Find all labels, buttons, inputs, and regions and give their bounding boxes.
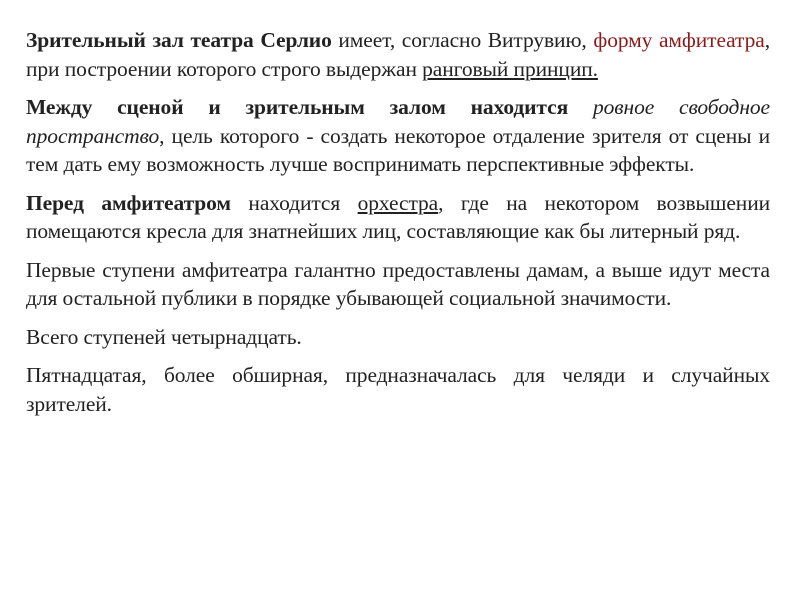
- text-run: Зрительный зал театра Серлио: [26, 28, 332, 52]
- paragraph-fifteenth-step: [26, 361, 770, 418]
- paragraph-auditorium: [26, 26, 770, 83]
- text-run: имеет, согласно Витрувию,: [331, 28, 594, 52]
- underlined-orchestra: орхестра: [357, 190, 439, 215]
- text-run: Первые ступени амфитеатра галантно предоставлены дамам, а выше идут места для остальной публики в порядке убывающей социальной значимости.: [26, 257, 770, 310]
- paragraph-free-space: [26, 93, 770, 179]
- italic-free-space: ровное свободное пространство: [26, 95, 770, 148]
- paragraph-first-steps: [26, 256, 770, 313]
- text-run: [568, 95, 593, 119]
- text-run: находится: [230, 190, 358, 215]
- underlined-rank-principle: ранговый принцип.: [422, 56, 598, 81]
- slide-text-body: [26, 26, 770, 428]
- text-run: Пятнадцатая, более обширная, предназначалась для челяди и случайных зрителей.: [26, 363, 770, 416]
- paragraph-orchestra: [26, 189, 770, 246]
- paragraph-step-count: [26, 323, 770, 352]
- text-run: , при построении которого строго выдержан: [26, 28, 770, 81]
- text-run: Между сценой и зрительным залом находится: [26, 95, 569, 119]
- highlight-amphitheatre-form: форму амфитеатра: [593, 28, 765, 52]
- text-run: , где на некотором возвышении помещаются кресла для знатнейших лиц, составляющие как бы литерный ряд.: [26, 190, 771, 243]
- text-run: Всего ступеней четырнадцать.: [26, 324, 302, 349]
- text-run: , цель которого - создать некоторое отдаление зрителя от сцены и тем дать ему возможность лучше воспринимать перспективные эффекты.: [26, 123, 770, 176]
- text-run: Перед амфитеатром: [26, 190, 231, 215]
